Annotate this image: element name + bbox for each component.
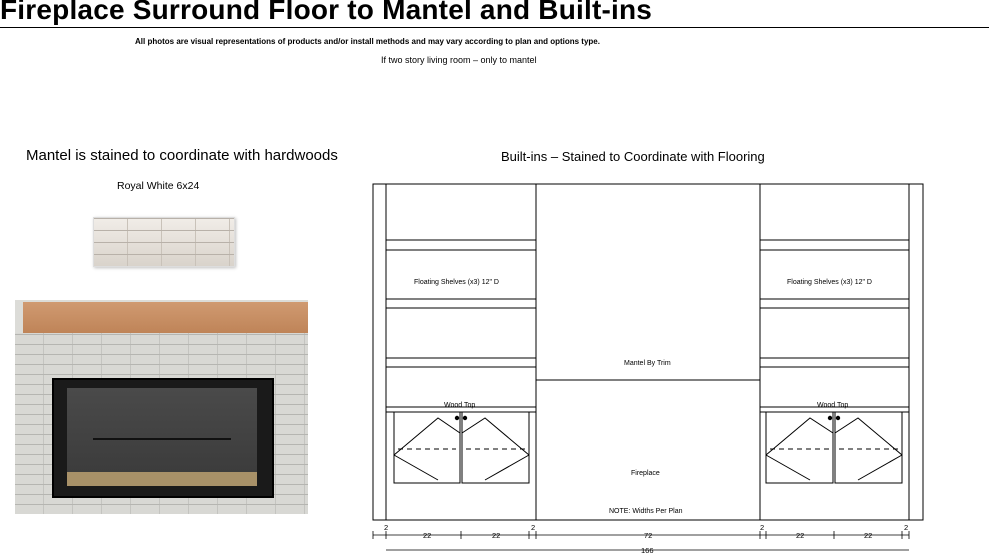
photo-firebox-floor <box>67 472 257 486</box>
right-cabinet-doors <box>766 412 902 483</box>
mantel-label: Mantel By Trim <box>624 360 671 367</box>
dim-right-b: 22 <box>864 531 873 540</box>
dim-center: 72 <box>644 531 653 540</box>
mantel-heading: Mantel is stained to coordinate with hardwoods <box>26 147 338 164</box>
title-underline <box>0 27 989 28</box>
photo-mantel <box>23 302 308 333</box>
dim-total: 166 <box>641 546 654 554</box>
photo-log-grate <box>93 438 231 462</box>
two-story-note: If two story living room – only to mantel <box>381 55 537 65</box>
wood-top-right-label: Wood Top <box>817 402 849 409</box>
dim-right-a: 22 <box>796 531 805 540</box>
floating-shelves-left-label: Floating Shelves (x3) 12" D <box>414 279 499 286</box>
dim-right-edge: 2 <box>904 523 909 532</box>
right-shelves <box>760 240 909 412</box>
dim-left-edge: 2 <box>384 523 389 532</box>
builtins-heading: Built-ins – Stained to Coordinate with Flooring <box>501 149 765 164</box>
builtins-elevation-drawing <box>368 180 938 554</box>
stone-swatch-image <box>93 217 235 267</box>
page-title: Fireplace Surround Floor to Mantel and Built-ins <box>0 0 653 25</box>
dim-right-inner: 2 <box>760 523 765 532</box>
wood-top-left-label: Wood Top <box>444 402 476 409</box>
disclaimer-text: All photos are visual representations of products and/or install methods and may vary according to plan and options type. <box>135 37 600 46</box>
fireplace-photo <box>15 300 308 514</box>
left-shelves <box>386 240 536 412</box>
widths-note-label: NOTE: Widths Per Plan <box>609 508 683 515</box>
dim-left-b: 22 <box>492 531 501 540</box>
dim-left-inner: 2 <box>531 523 536 532</box>
cabinet-knobs <box>455 416 840 420</box>
floating-shelves-right-label: Floating Shelves (x3) 12" D <box>787 279 872 286</box>
stone-label: Royal White 6x24 <box>117 180 200 192</box>
dim-left-a: 22 <box>423 531 432 540</box>
fireplace-label: Fireplace <box>631 470 660 477</box>
left-cabinet-doors <box>394 412 529 483</box>
